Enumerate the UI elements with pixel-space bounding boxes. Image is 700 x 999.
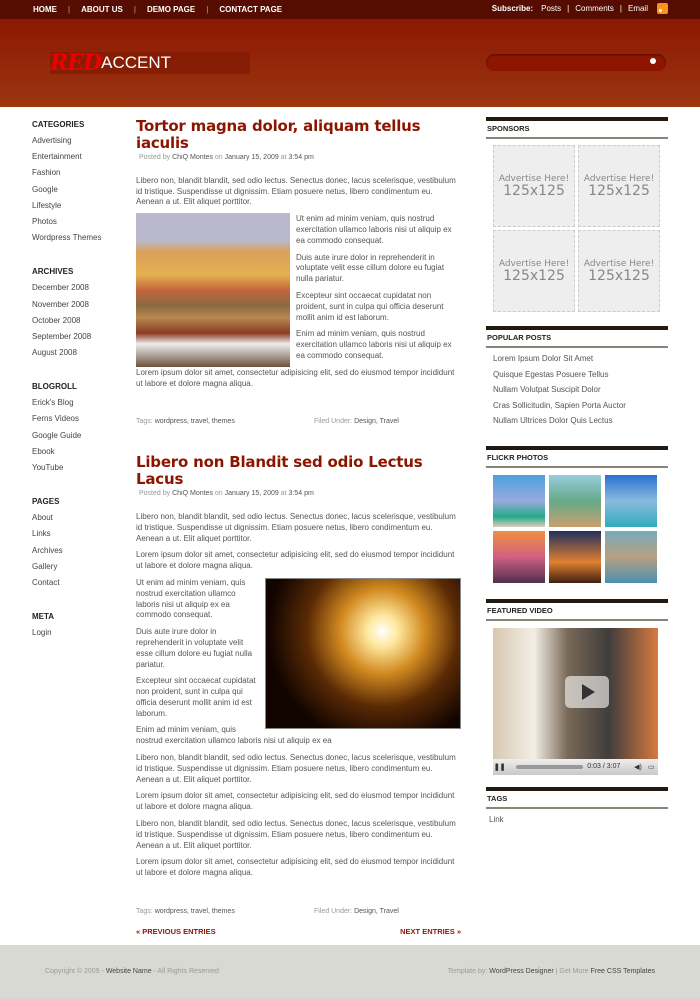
top-navigation [0,0,700,19]
site-logo[interactable] [50,52,250,74]
posted-by: Posted by [139,490,171,498]
ad-line1: Advertise Here! [498,173,570,184]
volume-icon[interactable]: ◀) [634,763,642,771]
video-controls [493,759,658,775]
main-content [136,118,461,918]
video-time: 0:03 / 3:07 [587,763,621,771]
subscribe-label: Subscribe: [491,4,534,13]
page-link[interactable]: About [32,513,53,523]
subscribe-posts-link[interactable]: Posts [541,4,562,13]
popular-post-link[interactable]: Quisque Egestas Posuere Tellus [493,369,609,379]
ad-slot[interactable] [578,145,660,227]
archive-link[interactable]: October 2008 [32,315,81,325]
pagination [136,927,461,936]
page-link[interactable]: Contact [32,577,60,587]
filed-label: Filed Under: [314,908,353,916]
post-author[interactable]: ChiQ Montes [172,490,213,498]
flickr-photo[interactable] [605,475,657,527]
flickr-grid [493,475,668,583]
at-label: at [280,154,287,161]
pause-icon[interactable]: ❚❚ [493,763,506,771]
rss-icon[interactable] [657,3,668,14]
post-date: January 15, 2009 [224,490,279,498]
get-more-text: | Get More [555,968,589,975]
featured-video-heading: FEATURED VIDEO [486,599,668,621]
tags-label: Tags: [136,908,153,916]
post-paragraph: Excepteur sint occaecat cupidatat non proident, sunt in culpa qui officia deserunt mollit anim id est laborum. [136,676,256,718]
posted-by: Posted by [139,154,171,161]
ad-line1: Advertise Here! [498,258,570,269]
nav-home[interactable]: HOME [33,5,57,14]
post-paragraph: Lorem ipsum dolor sit amet, consectetur adipisicing elit, sed do eiusmod tempor incididunt ut labore et dolore magna aliqua. [136,550,455,571]
tag-link[interactable]: Link [489,814,504,824]
post-footer [136,389,461,428]
flickr-photo[interactable] [493,531,545,583]
blogroll-link[interactable]: Ebook [32,446,55,456]
category-link[interactable]: Entertainment [32,152,82,162]
post [136,118,461,428]
meta-link[interactable]: Login [32,628,52,638]
on-label: on [214,490,223,498]
free-templates-link[interactable]: Free CSS Templates [590,968,655,975]
post-paragraph: Duis aute irure dolor in reprehenderit in voluptate velit esse cillum dolore eu fugiat nulla pariatur. [296,252,445,284]
post-paragraph: Duis aute irure dolor in reprehenderit in voluptate velit esse cillum dolore eu fugiat nulla pariatur. [136,627,253,669]
nav-contact-page[interactable]: CONTACT PAGE [219,5,283,14]
right-sidebar [486,117,668,845]
video-progress-bar[interactable] [516,765,583,769]
guitarist-image [265,578,461,729]
category-link[interactable]: Google [32,184,58,194]
popular-posts-heading: POPULAR POSTS [486,326,668,348]
footer [0,945,700,999]
category-link[interactable]: Wordpress Themes [32,233,102,243]
website-name-link[interactable]: Website Name [105,968,152,975]
flickr-photo[interactable] [605,531,657,583]
page-link[interactable]: Gallery [32,561,58,571]
next-entries-link[interactable]: NEXT ENTRIES » [400,927,461,936]
ad-line1: Advertise Here! [583,173,655,184]
ad-size: 125x125 [503,182,565,199]
post-paragraph: Ut enim ad minim veniam, quis nostrud exercitation ullamco laboris nisi ut aliquip ex ea commodo consequat. [296,214,452,245]
post-title[interactable]: Libero non Blandit sed odio Lectus Lacus [136,453,423,489]
popular-post-link[interactable]: Lorem Ipsum Dolor Sit Amet [493,354,594,363]
post-paragraph: Enim ad minim veniam, quis nostrud exercitation ullamco laboris nisi ut aliquip ex ea commodo consequat. [296,329,452,360]
search-box [486,54,666,71]
post-paragraph: Libero non, blandit blandit, sed odio lectus. Senectus donec, lacus scelerisque, vestibulum id tristique. Suspendisse ut dignissim. Etiam posuere netus, libero condimentum eu. Aenean a ut. Elit aliquet porttitor. [136,511,456,543]
category-link[interactable]: Advertising [32,136,72,145]
post-footer [136,879,461,918]
subscribe-comments-link[interactable]: Comments [575,4,614,13]
separator: | [619,4,622,13]
ad-slot[interactable] [493,230,575,312]
popular-post-link[interactable]: Cras Sollicitudin, Sapien Porta Auctor [493,400,626,410]
post-title[interactable]: Tortor magna dolor, aliquam tellus iaculis [136,117,421,152]
logo-red: RED [50,50,102,76]
post-time: 3:54 pm [288,154,314,161]
fullscreen-icon[interactable]: ▭ [648,763,655,771]
page-link[interactable]: Links [32,529,51,539]
search-icon[interactable] [650,58,656,64]
flickr-photo[interactable] [493,475,545,527]
post-tags[interactable]: wordpress, travel, themes [154,908,235,916]
flickr-photo[interactable] [549,475,601,527]
blogroll-heading: BLOGROLL [32,382,77,392]
post-meta [139,489,461,500]
separator: | [206,5,209,14]
ad-size: 125x125 [588,267,650,284]
separator: | [133,5,136,14]
post-paragraph: Libero non, blandit blandit, sed odio lectus. Senectus donec, lacus scelerisque, vestibulum id tristique. Suspendisse ut dignissim. Etiam posuere netus, libero condimentum eu. Aenean a ut. Elit aliquet porttitor. [136,753,456,784]
blogroll-link[interactable]: YouTube [32,463,64,472]
post-categories[interactable]: Design, Travel [354,908,399,916]
sponsors-heading: SPONSORS [486,117,668,139]
blogroll-link[interactable]: Ferns Videos [32,414,79,424]
template-by: Template by: [447,968,488,975]
video-player[interactable] [493,628,658,775]
ad-slot[interactable] [493,145,575,227]
separator: | [68,5,71,14]
post-paragraph: Lorem ipsum dolor sit amet, consectetur adipisicing elit, sed do eiusmod tempor incididunt ut labore et dolore magna aliqua. [136,367,455,388]
flickr-photos-heading: FLICKR PHOTOS [486,446,668,468]
category-link[interactable]: Photos [32,216,57,226]
ad-size: 125x125 [588,182,650,199]
archive-link[interactable]: September 2008 [32,331,92,341]
ad-size: 125x125 [503,267,565,284]
popular-post-link[interactable]: Nullam Volutpat Suscipit Dolor [493,385,601,395]
categories-heading: CATEGORIES [32,120,85,129]
at-label: at [280,490,287,498]
ad-line1: Advertise Here! [583,258,655,269]
post-time: 3:54 pm [288,490,314,498]
archive-link[interactable]: December 2008 [32,283,89,293]
post [136,454,461,918]
blogroll-link[interactable]: Erick's Blog [32,398,74,408]
post-paragraph: Lorem ipsum dolor sit amet, consectetur adipisicing elit, sed do eiusmod tempor incididunt ut labore et dolore magna aliqua. [136,791,455,812]
tags-heading: TAGS [486,787,668,809]
copyright: Copyright © 2009 - [45,968,104,975]
subscribe-email-link[interactable]: Email [627,4,648,13]
filed-label: Filed Under: [314,418,353,426]
separator: | [567,4,570,13]
nav-about-us[interactable]: ABOUT US [81,5,123,14]
play-icon[interactable] [565,676,609,708]
category-link[interactable]: Lifestyle [32,200,62,210]
blogroll-link[interactable]: Google Guide [32,430,82,440]
post-tags[interactable]: wordpress, travel, themes [154,418,235,426]
popular-post-link[interactable]: Nullam Ultrices Dolor Quis Lectus [493,416,613,426]
archive-link[interactable]: August 2008 [32,348,77,358]
post-categories[interactable]: Design, Travel [354,418,399,426]
search-input[interactable] [494,56,644,73]
flickr-photo[interactable] [549,531,601,583]
left-sidebar [32,120,122,662]
tags-label: Tags: [136,418,153,426]
designer-link[interactable]: WordPress Designer [489,968,554,975]
post-paragraph: Excepteur sint occaecat cupidatat non proident, sunt in culpa qui officia deserunt mollit anim id est laborum. [296,290,444,322]
harbor-image [136,213,290,367]
post-paragraph: Enim ad minim veniam, quis nostrud exercitation ullamco laboris nisi ut aliquip ex ea [136,725,332,746]
post-date: January 15, 2009 [224,154,279,161]
post-paragraph: Libero non, blandit blandit, sed odio lectus. Senectus donec, lacus scelerisque, vestibulum id tristique. Suspendisse ut dignissim. Etiam posuere netus, libero condimentum eu. Aenean a ut. Elit aliquet porttitor. [136,175,456,207]
previous-entries-link[interactable]: « PREVIOUS ENTRIES [136,927,216,936]
post-paragraph: Ut enim ad minim veniam, quis nostrud exercitation ullamco laboris nisi ut aliquip ex ea commodo consequat. [136,577,246,620]
on-label: on [214,154,223,161]
meta-heading: META [32,612,55,622]
ad-slot[interactable] [578,230,660,312]
post-meta [139,153,461,164]
post-paragraph: Libero non, blandit blandit, sed odio lectus. Senectus donec, lacus scelerisque, vestibulum id tristique. Suspendisse ut dignissim. Etiam posuere netus, libero condimentum eu. Aenean a ut. Elit aliquet porttitor. [136,819,456,850]
page-link[interactable]: Archives [32,545,63,555]
post-author[interactable]: ChiQ Montes [172,154,213,161]
logo-accent: ACCENT [101,53,172,72]
archive-link[interactable]: November 2008 [32,299,89,309]
post-paragraph: Lorem ipsum dolor sit amet, consectetur adipisicing elit, sed do eiusmod tempor incididunt ut labore et dolore magna aliqua. [136,857,455,878]
category-link[interactable]: Fashion [32,168,61,178]
nav-demo-page[interactable]: DEMO PAGE [146,5,196,14]
pages-heading: PAGES [32,497,60,507]
rights-text: - All Rights Reserved [153,968,219,975]
archives-heading: ARCHIVES [32,267,74,277]
